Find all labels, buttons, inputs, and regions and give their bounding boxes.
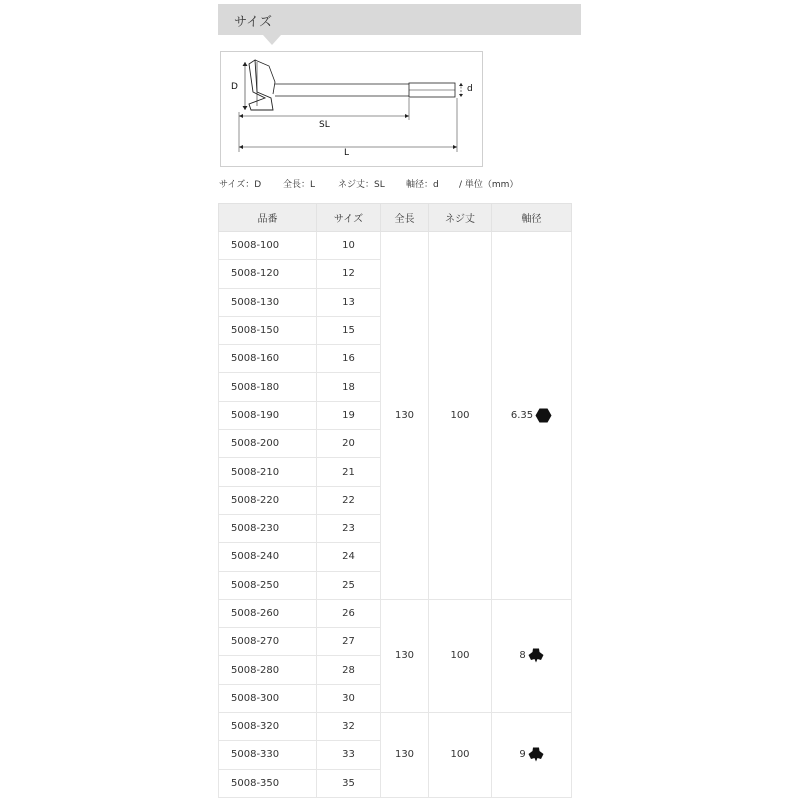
header-pointer: [263, 35, 281, 45]
cell-code: 5008-230: [219, 514, 317, 542]
cell-shaft: [492, 232, 572, 600]
cell-code: 5008-250: [219, 571, 317, 599]
cell-size: 32: [317, 713, 381, 741]
cell-size: 30: [317, 684, 381, 712]
col-header-length: 全長: [381, 204, 429, 232]
cell-code: 5008-160: [219, 345, 317, 373]
cell-size: 25: [317, 571, 381, 599]
cell-size: 13: [317, 288, 381, 316]
cell-size: 16: [317, 345, 381, 373]
cell-size: 27: [317, 628, 381, 656]
cell-size: 33: [317, 741, 381, 769]
hexagon-shank-icon: [535, 408, 552, 423]
cell-shaft: [492, 599, 572, 712]
label-L: L: [344, 148, 350, 158]
cell-code: 5008-280: [219, 656, 317, 684]
cell-code: 5008-300: [219, 684, 317, 712]
cell-size: 12: [317, 260, 381, 288]
spec-table: [218, 203, 572, 798]
cell-code: 5008-260: [219, 599, 317, 627]
cell-code: 5008-190: [219, 401, 317, 429]
cell-size: 21: [317, 458, 381, 486]
cell-length: 130: [381, 232, 429, 600]
legend-size: サイズ：D: [219, 180, 262, 190]
cell-code: 5008-130: [219, 288, 317, 316]
cell-code: 5008-210: [219, 458, 317, 486]
dimension-diagram: [220, 51, 483, 167]
cell-size: 15: [317, 316, 381, 344]
shaft-value: 6.35: [510, 409, 534, 421]
legend-length: 全長：L: [283, 180, 316, 190]
cell-code: 5008-200: [219, 430, 317, 458]
cell-code: 5008-270: [219, 628, 317, 656]
cell-code: 5008-150: [219, 316, 317, 344]
cell-code: 5008-100: [219, 232, 317, 260]
drill-bit-drawing: [221, 52, 482, 166]
cell-thread: 100: [429, 232, 492, 600]
col-header-size: サイズ: [317, 204, 381, 232]
cell-size: 26: [317, 599, 381, 627]
cell-shaft: [492, 713, 572, 798]
table-row: [219, 599, 572, 627]
cell-code: 5008-180: [219, 373, 317, 401]
cell-size: 28: [317, 656, 381, 684]
cell-size: 35: [317, 769, 381, 797]
cell-code: 5008-320: [219, 713, 317, 741]
cell-size: 20: [317, 430, 381, 458]
cell-size: 24: [317, 543, 381, 571]
cell-thread: 100: [429, 599, 492, 712]
cell-code: 5008-120: [219, 260, 317, 288]
col-header-thread: ネジ丈: [429, 204, 492, 232]
cell-thread: 100: [429, 713, 492, 798]
legend-unit: / 単位（mm）: [459, 180, 519, 190]
col-header-code: 品番: [219, 204, 317, 232]
tri-flat-shank-icon: [528, 648, 544, 663]
shaft-value: 8: [519, 650, 526, 662]
table-row: [219, 232, 572, 260]
cell-code: 5008-240: [219, 543, 317, 571]
legend-thread: ネジ丈：SL: [338, 180, 385, 190]
label-d: d: [467, 84, 473, 94]
cell-code: 5008-350: [219, 769, 317, 797]
cell-size: 10: [317, 232, 381, 260]
table-header-row: [219, 204, 572, 232]
cell-length: 130: [381, 713, 429, 798]
section-header: [218, 4, 581, 35]
table-row: [219, 713, 572, 741]
tri-flat-shank-icon: [528, 747, 544, 762]
label-SL: SL: [319, 120, 330, 130]
cell-code: 5008-220: [219, 486, 317, 514]
cell-code: 5008-330: [219, 741, 317, 769]
cell-size: 19: [317, 401, 381, 429]
legend-shaft: 軸径：d: [406, 180, 439, 190]
label-D: D: [231, 82, 238, 92]
cell-size: 22: [317, 486, 381, 514]
section-title: サイズ: [234, 15, 272, 30]
cell-size: 18: [317, 373, 381, 401]
shaft-value: 9: [519, 749, 526, 761]
cell-length: 130: [381, 599, 429, 712]
cell-size: 23: [317, 514, 381, 542]
col-header-shaft: 軸径: [492, 204, 572, 232]
